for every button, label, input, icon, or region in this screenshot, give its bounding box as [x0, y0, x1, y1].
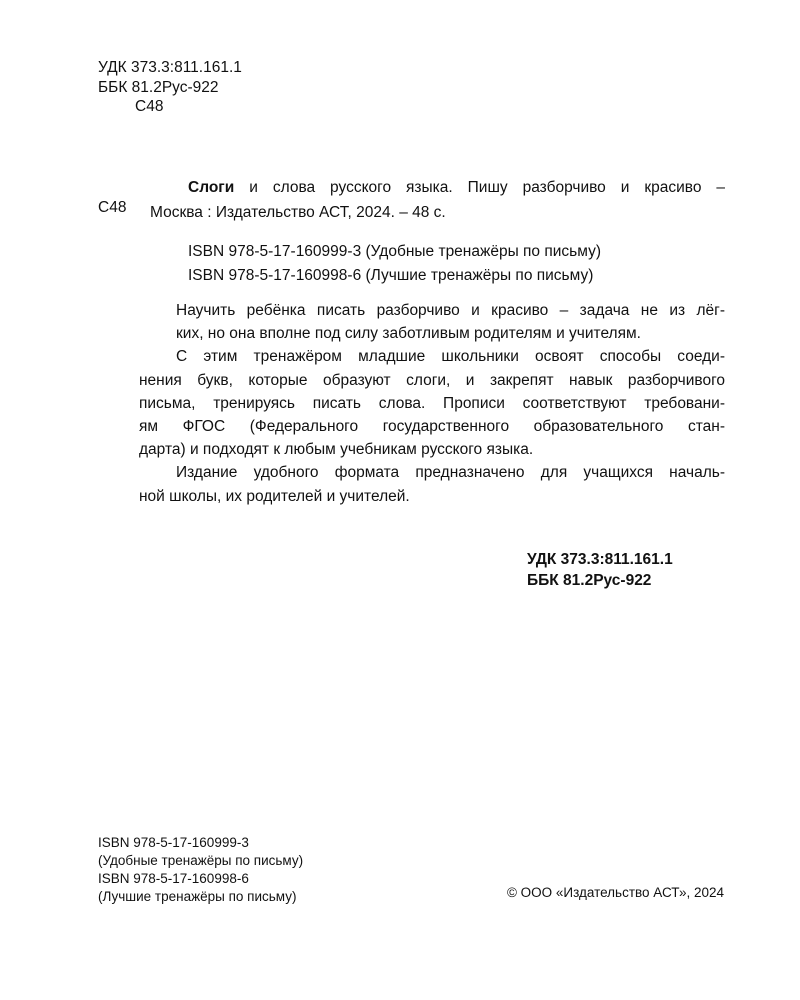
annotation-paragraph [139, 461, 725, 507]
annotation-line: нения букв, которые образуют слоги, и закрепят навык разборчивого [139, 371, 725, 389]
copyright-notice: © ООО «Издательство АСТ», 2024 [506, 885, 724, 900]
bottom-isbn-block [98, 834, 303, 906]
isbn-list [188, 240, 601, 288]
card-index-mark: С48 [98, 199, 127, 216]
annotation-line: ких, но она вполне под силу заботливым родителям и учителям. [176, 325, 641, 343]
annotation-line: ям ФГОС (Федерального государственного образовательного стан- [139, 418, 725, 436]
top-classification-codes [98, 58, 242, 117]
annotation-line: С этим тренажёром младшие школьники освоят способы соеди- [176, 348, 725, 366]
series-name: (Удобные тренажёры по письму) [98, 853, 304, 868]
annotation-paragraph [139, 299, 725, 345]
udk-code-bold: УДК 373.3:811.161.1 [527, 551, 673, 568]
annotation-paragraph [139, 345, 725, 461]
annotation-line: Научить ребёнка писать разборчиво и красиво – задача не из лёг- [176, 302, 725, 319]
annotation [139, 299, 725, 508]
bibliographic-description [150, 175, 725, 225]
annotation-line: ной школы, их родителей и учителей. [139, 487, 410, 505]
bbk-code-bold: ББК 81.2Рус-922 [527, 572, 652, 589]
isbn-line: ISBN 978-5-17-160999-3 (Удобные тренажёры по письму) [188, 243, 601, 260]
series-name: (Лучшие тренажёры по письму) [98, 889, 297, 904]
bib-title-rest: и слова русского языка. Пишу разборчиво и красиво – [249, 179, 725, 196]
isbn-number: ISBN 978-5-17-160998-6 [98, 871, 249, 886]
bib-title-bold: Слоги [188, 179, 235, 196]
bottom-classification-codes [527, 549, 673, 591]
bbk-code: ББК 81.2Рус-922 [98, 78, 219, 96]
isbn-number: ISBN 978-5-17-160999-3 [98, 835, 249, 850]
annotation-line: дарта) и подходят к любым учебникам русского языка. [139, 441, 534, 459]
isbn-line: ISBN 978-5-17-160998-6 (Лучшие тренажёры по письму) [188, 267, 594, 284]
author-mark: С48 [135, 98, 164, 115]
bib-title-line [150, 175, 725, 200]
annotation-line: Издание удобного формата предназначено для учащихся началь- [176, 464, 725, 482]
bib-imprint: Москва : Издательство АСТ, 2024. – 48 с. [150, 204, 446, 221]
annotation-line: письма, тренируясь писать слова. Прописи соответствуют требовани- [139, 394, 725, 412]
udk-code: УДК 373.3:811.161.1 [98, 59, 242, 76]
